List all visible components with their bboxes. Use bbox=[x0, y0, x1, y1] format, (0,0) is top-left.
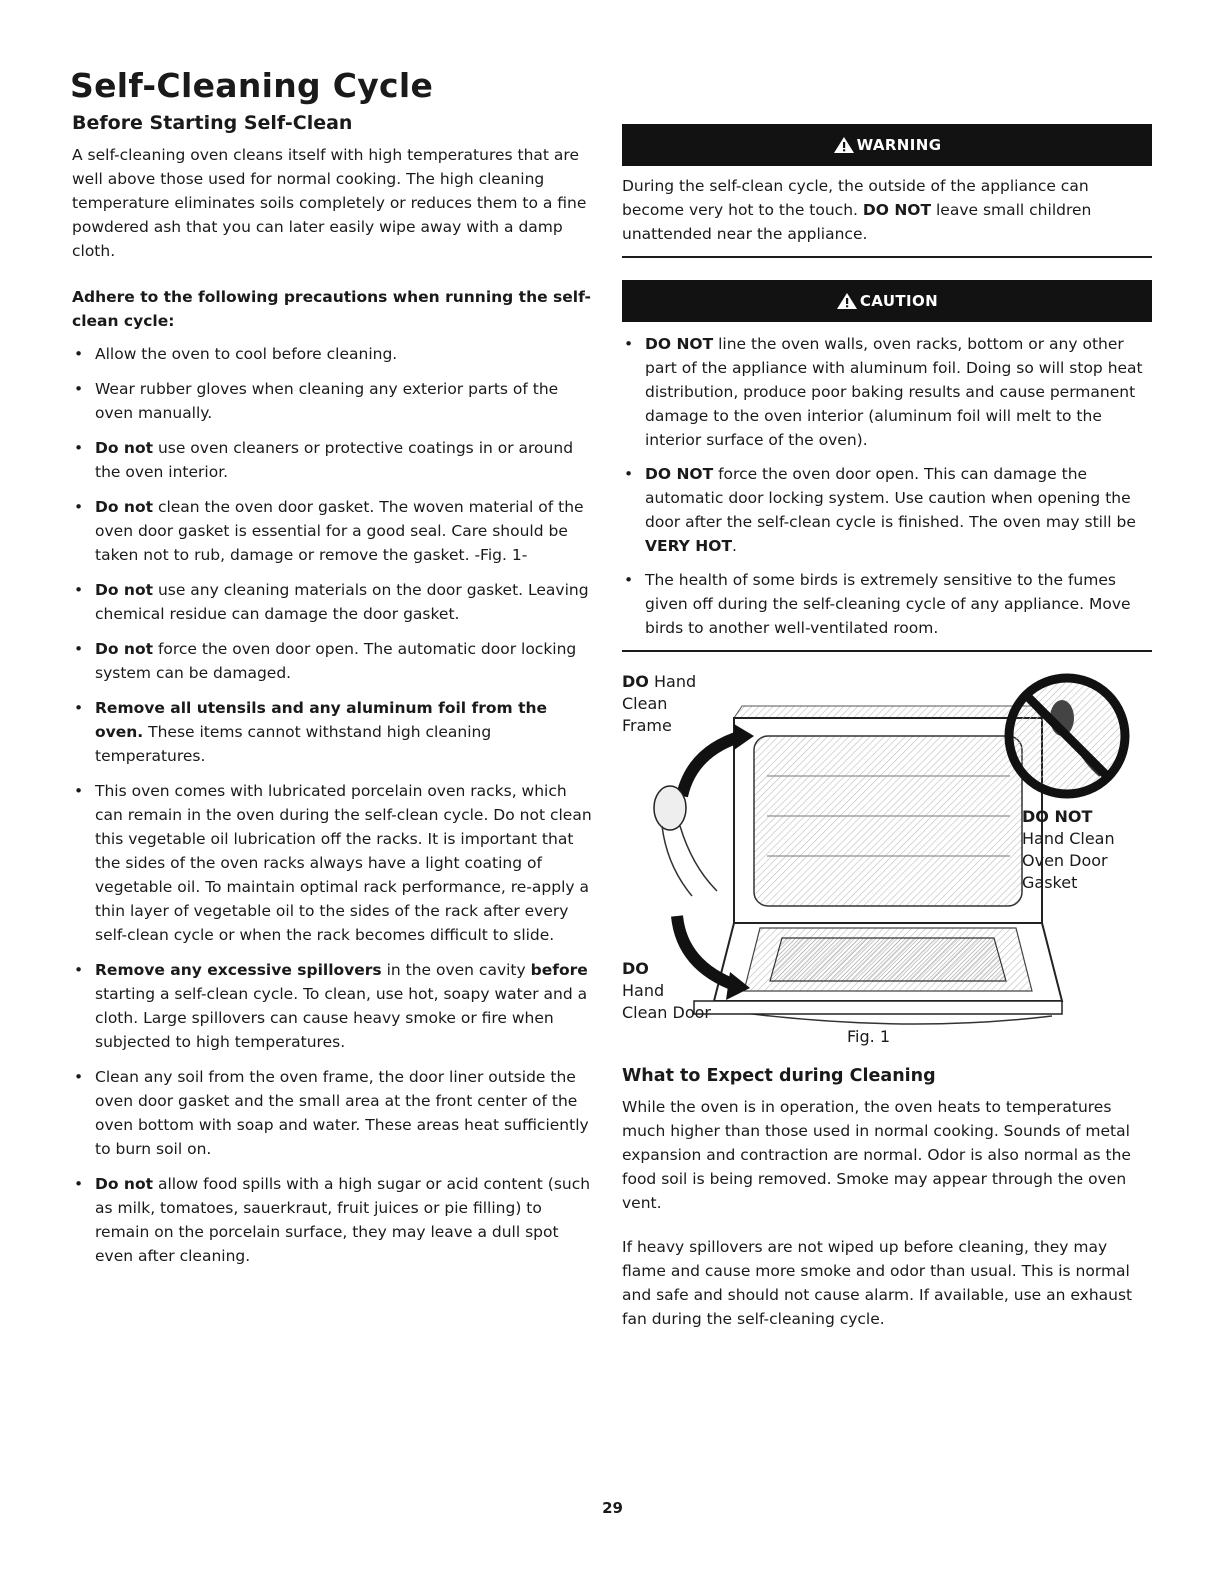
list-item: • Do not allow food spills with a high sugar or acid content (such as milk, tomatoes, sauerkraut, fruit juices or pie filling) to remain on the porcelain surface, they may leave a dull spot even after cleaning. bbox=[72, 1172, 594, 1268]
oven-figure bbox=[622, 666, 1152, 1066]
expect-paragraph-2: If heavy spillovers are not wiped up before cleaning, they may flame and cause more smoke and odor than usual. This is normal and safe and should not cause alarm. If available, use an exhaust fan during the self-cleaning cycle. bbox=[622, 1238, 1133, 1328]
warning-bar: WARNING bbox=[622, 124, 1152, 166]
do-not-clean-gasket-label: DO NOT Hand Clean Oven Door Gasket bbox=[1022, 807, 1115, 892]
precautions-lead: Adhere to the following precautions when running the self-clean cycle: bbox=[72, 288, 591, 330]
section-heading: Before Starting Self-Clean bbox=[72, 112, 353, 134]
right-column bbox=[622, 124, 1152, 1351]
list-item: • Do not clean the oven door gasket. The woven material of the oven door gasket is essential for a good seal. Care should be taken not to rub, damage or remove the gasket. -Fig. 1- bbox=[72, 495, 594, 567]
list-item: • Do not force the oven door open. The automatic door locking system can be damaged. bbox=[72, 637, 594, 685]
intro-paragraph: A self-cleaning oven cleans itself with high temperatures that are well above those used for normal cooking. The high cleaning temperature eliminates soils completely or reduces them to a fine powdered ash that you can later easily wipe away with a damp cloth. bbox=[72, 146, 587, 260]
list-item: • Wear rubber gloves when cleaning any exterior parts of the oven manually. bbox=[72, 377, 594, 425]
list-item: • DO NOT line the oven walls, oven racks, bottom or any other part of the appliance with aluminum foil. Doing so will stop heat distribution, produce poor baking results and cause permanent damage to the oven interior (aluminum foil will melt to the interior surface of the oven). bbox=[622, 332, 1152, 452]
list-item: • Do not use oven cleaners or protective coatings in or around the oven interior. bbox=[72, 436, 594, 484]
warning-triangle-icon bbox=[833, 136, 855, 154]
caution-bar: CAUTION bbox=[622, 280, 1152, 322]
list-item: • Do not use any cleaning materials on the door gasket. Leaving chemical residue can damage the door gasket. bbox=[72, 578, 594, 626]
list-item: • This oven comes with lubricated porcelain oven racks, which can remain in the oven during the self-clean cycle. Do not clean this vegetable oil lubrication off the racks. It is important that the sides of the oven racks always have a light coating of vegetable oil. To maintain optimal rack performance, re-apply a thin layer of vegetable oil to the sides of the rack after every self-clean cycle or when the rack becomes difficult to slide. bbox=[72, 779, 594, 947]
page-title: Self-Cleaning Cycle bbox=[70, 66, 434, 105]
caution-box bbox=[622, 280, 1152, 652]
list-item: • DO NOT force the oven door open. This can damage the automatic door locking system. Use caution when opening the door after the self-clean cycle is finished. The oven may still be VERY HOT. bbox=[622, 462, 1152, 558]
expect-paragraph-1: While the oven is in operation, the oven heats to temperatures much higher than those used in normal cooking. Sounds of metal expansion and contraction are normal. Odor is also normal as the food soil is being removed. Smoke may appear through the oven vent. bbox=[622, 1098, 1131, 1212]
do-clean-frame-label: DO Hand Clean Frame bbox=[622, 672, 697, 735]
figure-caption: Fig. 1 bbox=[847, 1027, 890, 1046]
do-clean-door-label: DO Hand Clean Door bbox=[622, 959, 711, 1022]
warning-box bbox=[622, 124, 1152, 258]
caution-triangle-icon bbox=[836, 292, 858, 310]
list-item: • Allow the oven to cool before cleaning. bbox=[72, 342, 594, 366]
page-number: 29 bbox=[602, 1499, 623, 1517]
left-column bbox=[72, 112, 594, 1279]
precautions-list bbox=[72, 342, 594, 1268]
warning-text: During the self-clean cycle, the outside of the appliance can become very hot to the touch. DO NOT leave small children unattended near the appliance. bbox=[622, 177, 1092, 243]
caution-list bbox=[622, 322, 1152, 640]
expect-heading: What to Expect during Cleaning bbox=[622, 1066, 936, 1086]
list-item: • Remove any excessive spillovers in the oven cavity before starting a self-clean cycle. To clean, use hot, soapy water and a cloth. Large spillovers can cause heavy smoke or fire when subjected to high temperatures. bbox=[72, 958, 594, 1054]
list-item: • The health of some birds is extremely sensitive to the fumes given off during the self-cleaning cycle of any appliance. Move birds to another well-ventilated room. bbox=[622, 568, 1152, 640]
list-item: • Remove all utensils and any aluminum foil from the oven. These items cannot withstand high cleaning temperatures. bbox=[72, 696, 594, 768]
list-item: • Clean any soil from the oven frame, the door liner outside the oven door gasket and the small area at the front center of the oven bottom with soap and water. These areas heat sufficiently to burn soil on. bbox=[72, 1065, 594, 1161]
